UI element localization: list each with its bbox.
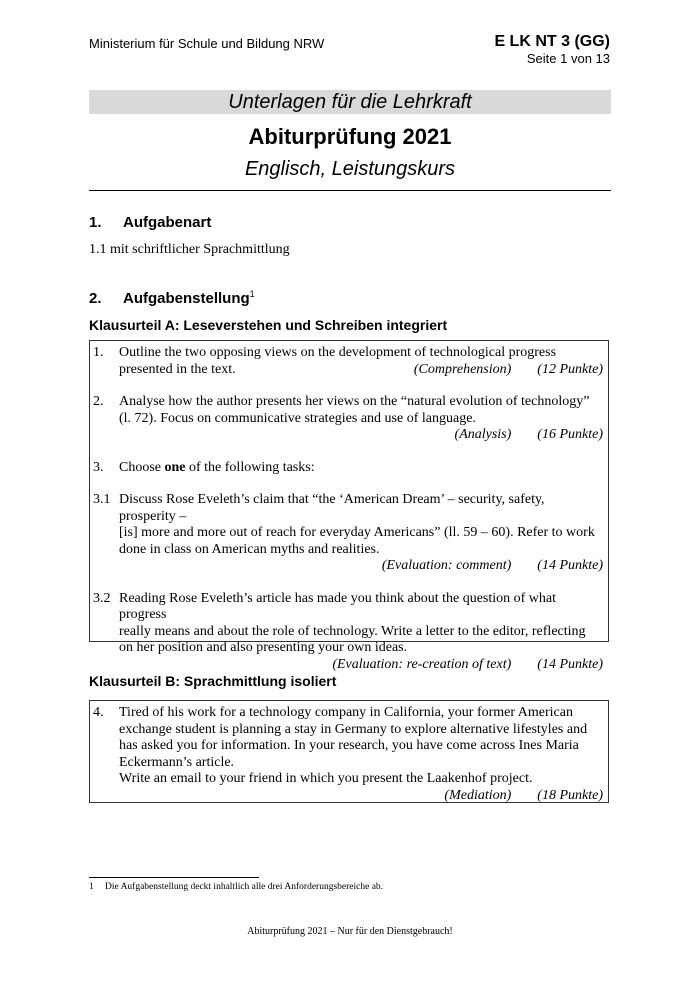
- task-points: (12 Punkte): [537, 361, 603, 377]
- part-a-heading: Klausurteil A: Leseverstehen und Schreiben integriert: [89, 317, 448, 333]
- section-1-heading: [89, 214, 211, 231]
- task-text-line: Tired of his work for a technology company in California, your former American: [119, 705, 573, 720]
- task-text-pre: Choose: [119, 459, 165, 475]
- task-number: 3.: [93, 459, 104, 475]
- ministry-name: Ministerium für Schule und Bildung NRW: [89, 36, 325, 51]
- task-text-line: Write an email to your friend in which you present the Laakenhof project.: [119, 771, 533, 786]
- task-3: [90, 460, 608, 477]
- exam-subject: Englisch, Leistungskurs: [244, 158, 456, 180]
- exam-title: Abiturprüfung 2021: [248, 124, 452, 149]
- footnote: [89, 882, 383, 892]
- task-2: [90, 394, 608, 444]
- title-divider: [89, 190, 611, 191]
- footnote-text: Die Aufgabenstellung deckt inhaltlich alle drei Anforderungsbereiche ab.: [105, 882, 384, 892]
- task-meta: [119, 558, 603, 575]
- task-meta: [119, 427, 603, 444]
- section-2-title: Aufgabenstellung: [123, 290, 250, 307]
- task-meta: [119, 657, 603, 674]
- part-b-task-box: [89, 700, 609, 803]
- task-text-line: Reading Rose Eveleth’s article has made you think about the question of what progress: [119, 590, 557, 622]
- task-text-line: (l. 72). Focus on communicative strategies and use of language.: [119, 410, 476, 426]
- task-4: [90, 705, 608, 804]
- part-b-heading: Klausurteil B: Sprachmittlung isoliert: [89, 673, 337, 689]
- task-number: 2.: [93, 394, 104, 409]
- part-a-task-box: [89, 340, 609, 672]
- page-number: Seite 1 von 13: [526, 51, 610, 66]
- footnote-divider: [89, 877, 259, 878]
- task-category: (Mediation): [444, 787, 512, 803]
- task-text-line: has asked you for information. In your research, you have come across Ines Maria: [119, 738, 579, 753]
- task-text-line: Discuss Rose Eveleth’s claim that “the ‘American Dream’ – security, safety, prosperity –: [119, 492, 545, 524]
- task-text-line: Outline the two opposing views on the development of technological progress: [119, 345, 557, 360]
- task-number: 4.: [93, 705, 104, 720]
- footnote-number: 1: [89, 882, 94, 892]
- task-number: 1.: [93, 345, 104, 360]
- section-1-number: 1.: [89, 214, 102, 231]
- task-3-1: [90, 492, 608, 575]
- task-category: (Evaluation: re-creation of text): [332, 656, 512, 672]
- task-points: (14 Punkte): [537, 656, 603, 672]
- footnote-marker: 1: [249, 289, 255, 299]
- task-text-line: done in class on American myths and realities.: [119, 541, 380, 557]
- task-text-line: [is] more and more out of reach for everyday Americans” (ll. 59 – 60). Refer to work: [119, 525, 595, 540]
- task-3-2: [90, 591, 608, 674]
- task-category: (Comprehension): [413, 361, 512, 377]
- page-footer: Abiturprüfung 2021 – Nur für den Dienstgebrauch!: [247, 926, 453, 937]
- task-number: 3.2: [93, 590, 111, 606]
- exam-code: E LK NT 3 (GG): [494, 33, 610, 50]
- task-text-post: of the following tasks:: [185, 459, 315, 475]
- task-last-line: [119, 362, 603, 379]
- task-points: (16 Punkte): [537, 427, 603, 442]
- task-type-text: 1.1 mit schriftlicher Sprachmittlung: [89, 242, 290, 257]
- task-text-line: exchange student is planning a stay in Germany to explore alternative lifestyles and: [119, 721, 588, 737]
- task-text-line: [119, 460, 603, 477]
- task-text-line: really means and about the role of technology. Write a letter to the editor, reflecting: [119, 623, 586, 639]
- task-meta: [119, 788, 603, 805]
- task-number: 3.1: [93, 492, 111, 507]
- teacher-materials-band: Unterlagen für die Lehrkraft: [89, 90, 611, 114]
- task-points: (14 Punkte): [537, 558, 603, 573]
- task-text-emphasis: one: [164, 459, 186, 475]
- task-1: [90, 345, 608, 378]
- section-2-number: 2.: [89, 290, 102, 307]
- task-text-line: presented in the text.: [119, 361, 236, 377]
- task-category: (Evaluation: comment): [381, 558, 512, 573]
- task-meta: [414, 362, 603, 379]
- task-text-line: on her position and also presenting your own ideas.: [119, 640, 408, 655]
- task-text-line: Eckermann’s article.: [119, 754, 235, 770]
- section-2-heading: [89, 289, 255, 307]
- header-right: [494, 33, 610, 66]
- task-category: (Analysis): [454, 427, 512, 442]
- section-1-title: Aufgabenart: [123, 214, 212, 231]
- task-points: (18 Punkte): [537, 787, 603, 803]
- task-text-line: Analyse how the author presents her views on the “natural evolution of technology”: [119, 394, 590, 409]
